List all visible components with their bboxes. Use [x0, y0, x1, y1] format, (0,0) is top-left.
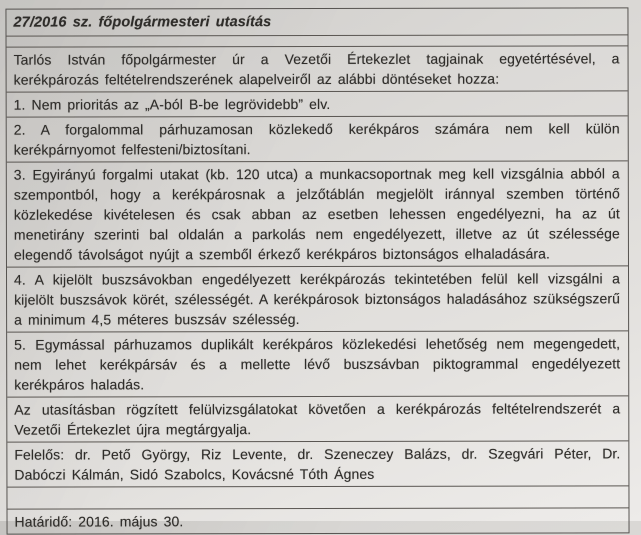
deadline-row: Határidő: 2016. május 30. [7, 507, 628, 533]
decision-item-1: 1. Nem prioritás az „A-ból B-be legrövidebb” elv. [7, 90, 628, 116]
review-note: Az utasításban rögzített felülvizsgálatokat követően a kerékpározás feltételrendszerét a Vezetői Értekezlet újra megtárgyalja. [7, 395, 628, 441]
decision-item-3: 3. Egyirányú forgalmi utakat (kb. 120 utca) a munkacsoportnak meg kell vizsgálnia abból a szempontból, hogy a kerékpárosnak a jelzőtáblán megjelölt iránnyal szemben történő közlekedése kivételesen és csak abban az esetben lehessen engedélyezni, ha az út menetirány szerinti bal oldalán a parkolás nem engedélyezett, illetve az út szélessége elegendő távolságot nyújt a szemből érkező kerékpáros biztonságos elhaladására. [7, 160, 628, 266]
spacer-row-bottom [7, 485, 628, 508]
instruction-table [5, 7, 629, 534]
responsible-row: Felelős: dr. Pető György, Riz Levente, dr. Szeneczey Balázs, dr. Szegvári Péter, Dr. Dabóczi Kálmán, Sidó Szabolcs, Kovácsné Tóth Ágnes [7, 440, 628, 486]
decision-item-5: 5. Egymással párhuzamos duplikált kerékpáros közlekedési lehetőség nem megengedett, nem lehet kerékpársáv és a mellette lévő buszsávban piktogrammal engedélyezett kerékpáros haladás. [7, 330, 628, 396]
instruction-title: 27/2016 sz. főpolgármesteri utasítás [13, 14, 272, 31]
decision-item-4: 4. A kijelölt buszsávokban engedélyezett kerékpározás tekintetében felül kell vizsgálni a kijelölt buszsávok körét, szélességét. A kerékpárosok biztonságos haladásához szükségszerű a minimum 4,5 méteres buszsáv szélesség. [7, 265, 628, 331]
intro-paragraph: Tarlós István főpolgármester úr a Vezetői Értekezlet tagjainak egyetértésével, a kerékpározás feltételrendszerének alapelveiről az alábbi döntéseket hozza: [7, 45, 628, 91]
decision-item-2: 2. A forgalommal párhuzamosan közlekedő kerékpáros számára nem kell külön kerékpárnyomot felfesteni/biztosítani. [7, 115, 628, 161]
